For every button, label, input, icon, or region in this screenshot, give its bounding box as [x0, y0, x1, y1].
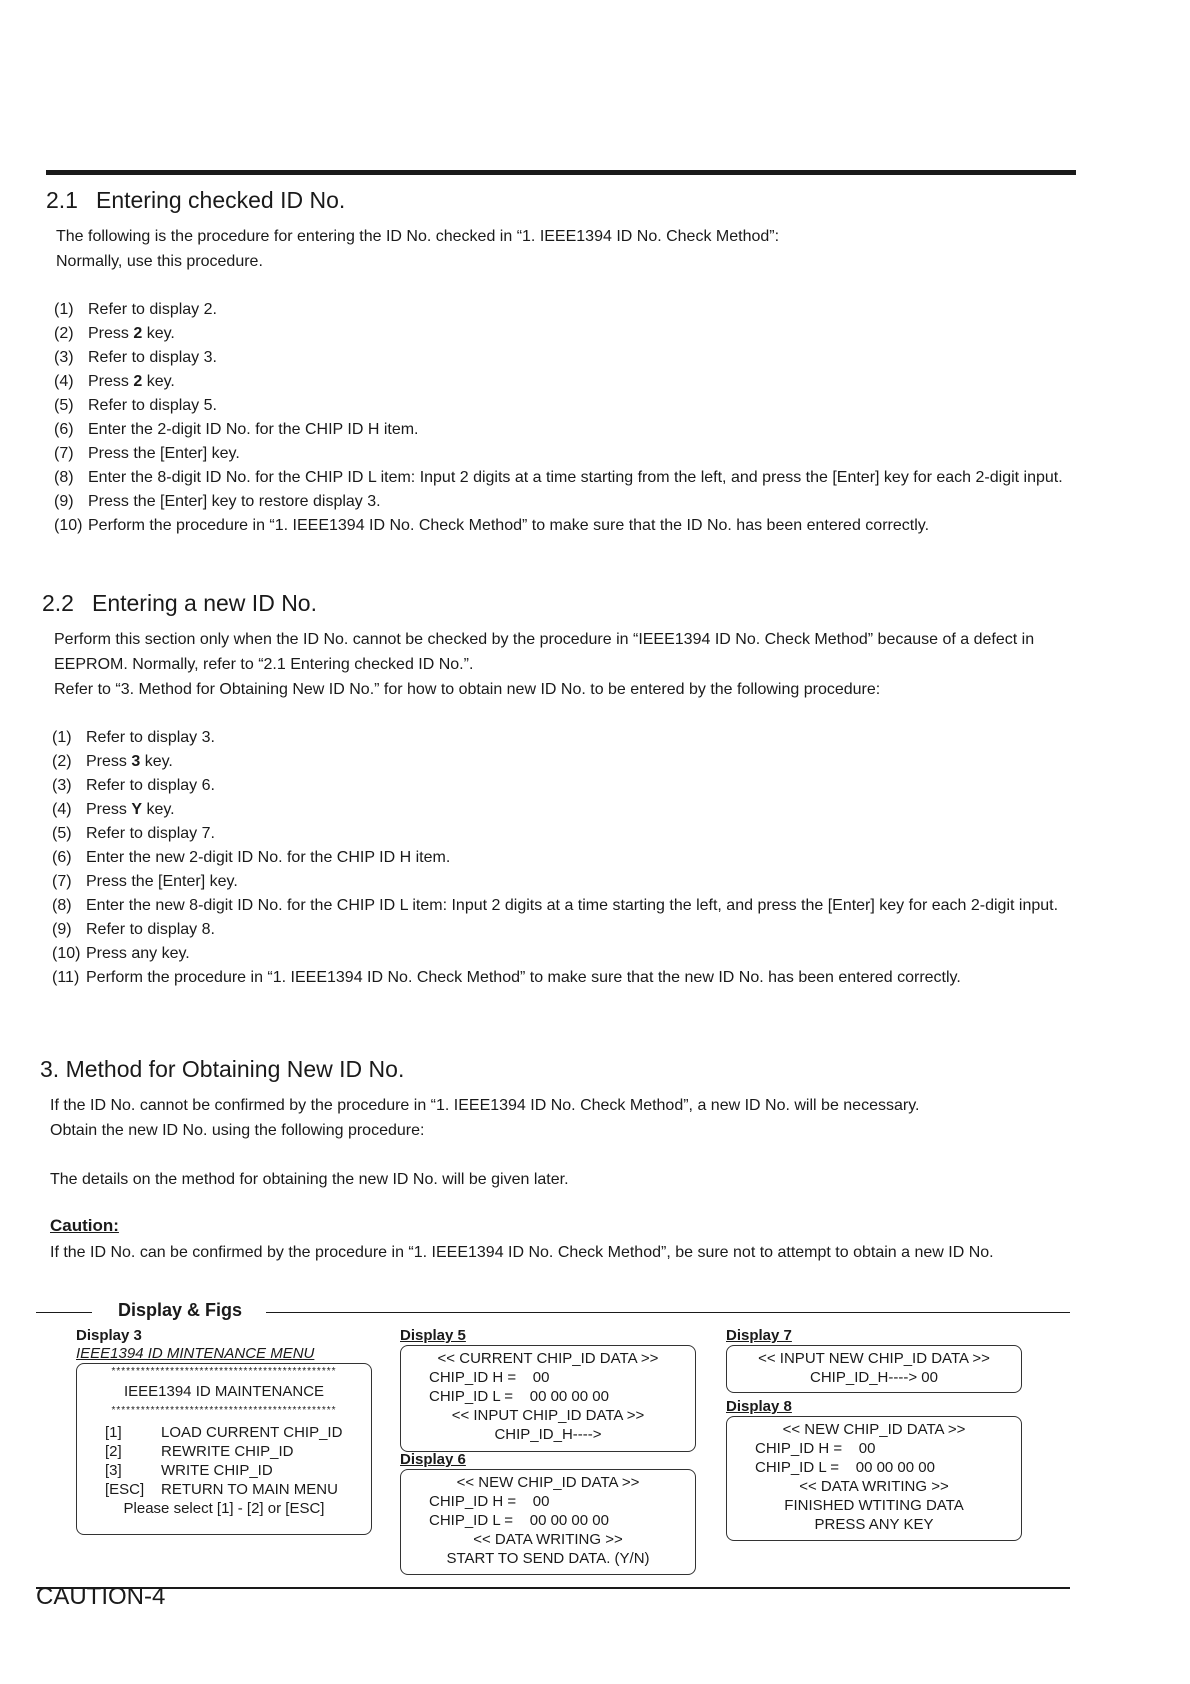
- step-item: (1) Refer to display 3.: [52, 729, 215, 746]
- body-paragraph: If the ID No. cannot be confirmed by the procedure in “1. IEEE1394 ID No. Check Method”, a new ID No. will be necessary.: [50, 1097, 920, 1114]
- step-item: (8) Enter the 8-digit ID No. for the CHIP ID L item: Input 2 digits at a time starting from the left, and press the [Enter] key for each 2-digit input.: [54, 469, 1063, 486]
- menu-option: [2] REWRITE CHIP_ID: [105, 1443, 294, 1460]
- step-item: (3) Refer to display 6.: [52, 777, 215, 794]
- display-screen: [76, 1363, 372, 1535]
- intro-paragraph: Refer to “3. Method for Obtaining New ID No.” for how to obtain new ID No. to be entered by the following procedure:: [54, 681, 881, 698]
- step-list: [42, 726, 1076, 990]
- display-7: [726, 1327, 1022, 1393]
- page-footer: CAUTION-4: [36, 1583, 166, 1610]
- display-label: Display 3: [76, 1327, 142, 1344]
- step-item: (7) Press the [Enter] key.: [52, 873, 238, 890]
- step-list: [46, 298, 1076, 538]
- display-label: Display 5: [400, 1327, 466, 1344]
- display-label: Display 8: [726, 1398, 792, 1415]
- screen-title: IEEE1394 ID MAINTENANCE: [123, 1383, 325, 1400]
- caution-text: If the ID No. can be confirmed by the procedure in “1. IEEE1394 ID No. Check Method”, be sure not to attempt to obtain a new ID No.: [50, 1244, 994, 1261]
- display-label: Display 6: [400, 1451, 466, 1468]
- key-name: 3: [131, 753, 141, 770]
- display-6: [400, 1451, 696, 1575]
- display-figs-title: Display & Figs: [118, 1300, 243, 1320]
- step-item: (4) Press Y key.: [52, 801, 175, 818]
- step-item: (5) Refer to display 5.: [54, 397, 217, 414]
- step-item: (3) Refer to display 3.: [54, 349, 217, 366]
- step-item: (2) Press 2 key.: [54, 325, 175, 342]
- display-8: [726, 1398, 1022, 1541]
- section-title-text: Entering checked ID No.: [95, 187, 346, 213]
- section-title: [42, 590, 1076, 617]
- step-item: (6) Enter the new 2-digit ID No. for the CHIP ID H item.: [52, 849, 451, 866]
- intro-paragraph: Normally, use this procedure.: [56, 253, 263, 270]
- intro-paragraph: Perform this section only when the ID No. cannot be checked by the procedure in “IEEE1394 ID No. Check Method” because of a defect in EEPROM. Normally, refer to “2.1 Entering checked ID No.”.: [54, 631, 1035, 673]
- step-item: (9) Press the [Enter] key to restore display 3.: [54, 493, 381, 510]
- section-3: [40, 1056, 1076, 1265]
- select-prompt: Please select [1] - [2] or [ESC]: [123, 1500, 325, 1517]
- display-label: Display 7: [726, 1327, 792, 1344]
- display-figs-header: [36, 1300, 1070, 1324]
- body-paragraph: Obtain the new ID No. using the following procedure:: [50, 1122, 425, 1139]
- divider: [36, 1312, 92, 1313]
- menu-option: [3] WRITE CHIP_ID: [105, 1462, 273, 1479]
- star-border: **********************************************: [111, 1405, 337, 1416]
- display-screen: << INPUT NEW CHIP_ID DATA >> CHIP_ID_H----> 00: [726, 1345, 1022, 1393]
- step-item: (1) Refer to display 2.: [54, 301, 217, 318]
- section-title-text: Entering a new ID No.: [91, 590, 317, 616]
- step-item: (11) Perform the procedure in “1. IEEE1394 ID No. Check Method” to make sure that the new ID No. has been entered correctly.: [52, 969, 961, 986]
- step-item: (10) Perform the procedure in “1. IEEE1394 ID No. Check Method” to make sure that the ID No. has been entered correctly.: [54, 517, 930, 534]
- display-screen: << CURRENT CHIP_ID DATA >> CHIP_ID H = 00 CHIP_ID L = 00 00 00 00 << INPUT CHIP_ID DATA >> CHIP_ID_H---->: [400, 1345, 696, 1452]
- divider: [266, 1312, 1070, 1313]
- section-2-2: [42, 590, 1076, 990]
- intro-paragraph: The following is the procedure for entering the ID No. checked in “1. IEEE1394 ID No. Check Method”:: [56, 228, 780, 245]
- body-paragraph: The details on the method for obtaining the new ID No. will be given later.: [50, 1171, 569, 1188]
- step-item: (6) Enter the 2-digit ID No. for the CHIP ID H item.: [54, 421, 419, 438]
- step-item: (4) Press 2 key.: [54, 373, 175, 390]
- section-title: 3. Method for Obtaining New ID No.: [40, 1056, 405, 1082]
- star-border: **********************************************: [111, 1366, 337, 1377]
- key-name: 2: [133, 325, 143, 342]
- display-3: [76, 1327, 372, 1535]
- section-title: [46, 187, 1076, 214]
- section-number: 2.2: [42, 590, 74, 616]
- display-5: [400, 1327, 696, 1452]
- section-number: 2.1: [46, 187, 78, 213]
- menu-option: [ESC] RETURN TO MAIN MENU: [105, 1481, 338, 1498]
- menu-option: [1] LOAD CURRENT CHIP_ID: [105, 1424, 343, 1441]
- key-name: Y: [131, 801, 143, 818]
- bottom-rule: [36, 1587, 1070, 1589]
- top-rule: [46, 170, 1076, 175]
- step-item: (5) Refer to display 7.: [52, 825, 215, 842]
- display-screen: << NEW CHIP_ID DATA >> CHIP_ID H = 00 CHIP_ID L = 00 00 00 00 << DATA WRITING >> START TO SEND DATA. (Y/N): [400, 1469, 696, 1575]
- display-subtitle: IEEE1394 ID MINTENANCE MENU: [76, 1345, 315, 1362]
- step-item: (8) Enter the new 8-digit ID No. for the CHIP ID L item: Input 2 digits at a time starting the left, and press the [Enter] key for each 2-digit input.: [52, 897, 1059, 914]
- section-2-1: [46, 187, 1076, 538]
- step-item: (9) Refer to display 8.: [52, 921, 215, 938]
- step-item: (7) Press the [Enter] key.: [54, 445, 240, 462]
- step-item: (10) Press any key.: [52, 945, 190, 962]
- step-item: (2) Press 3 key.: [52, 753, 173, 770]
- display-screen: << NEW CHIP_ID DATA >> CHIP_ID H = 00 CHIP_ID L = 00 00 00 00 << DATA WRITING >> FINISHED WTITING DATA PRESS ANY KEY: [726, 1416, 1022, 1541]
- key-name: 2: [133, 373, 143, 390]
- caution-label: Caution:: [50, 1216, 119, 1235]
